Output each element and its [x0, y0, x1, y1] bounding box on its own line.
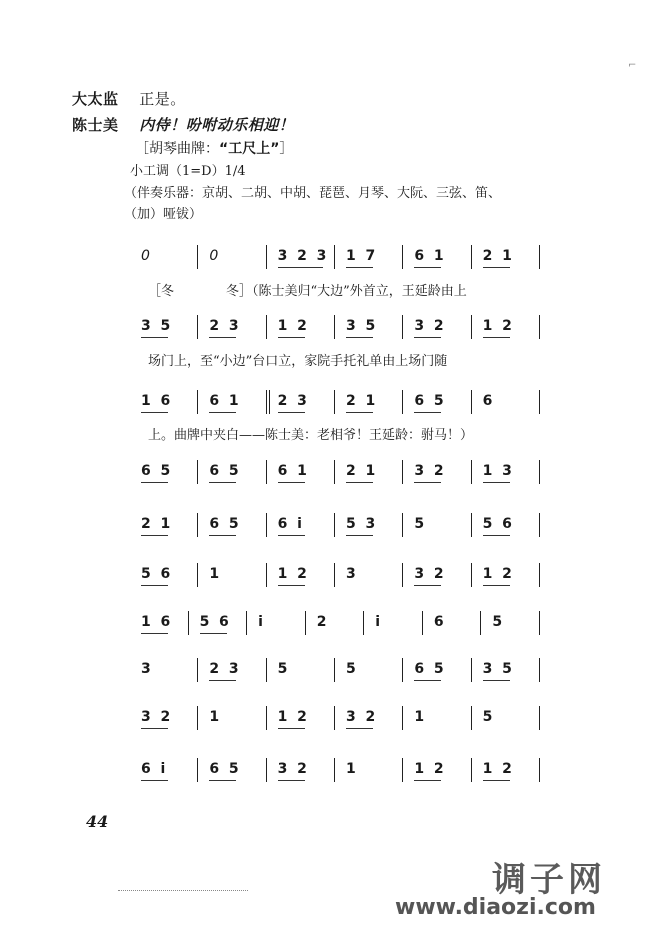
measure-notes: 5 — [414, 516, 425, 532]
measure-notes: 3 2 — [414, 566, 444, 582]
bar-line — [471, 658, 472, 682]
bar-line — [334, 758, 335, 782]
bar-line — [539, 315, 540, 339]
bar-line — [334, 460, 335, 484]
bar-line — [539, 245, 540, 269]
beam-underline — [278, 535, 305, 536]
bar-line — [305, 611, 306, 635]
measure-notes: 2 1 — [346, 393, 376, 409]
beam-underline — [483, 267, 510, 268]
bar-line — [197, 513, 198, 537]
measure-notes: 1 2 — [482, 318, 512, 334]
score-row — [135, 758, 545, 788]
stage-direction: 场门上，至“小边”台口立，家院手托礼单由上场门随 — [148, 354, 448, 369]
beam-underline — [141, 728, 168, 729]
measure-notes: 1 — [346, 761, 356, 777]
beam-underline — [209, 412, 236, 413]
measure-notes: 5 — [492, 614, 503, 630]
bar-line — [480, 611, 481, 635]
measure-notes: 3 2 — [414, 318, 444, 334]
measure-notes: 3 2 — [141, 709, 171, 725]
bar-line — [402, 706, 403, 730]
beam-underline — [209, 780, 236, 781]
speech-text: 正是。 — [139, 90, 186, 108]
beam-underline — [414, 337, 441, 338]
beam-underline — [483, 535, 510, 536]
beam-underline — [278, 412, 305, 413]
measure-notes: 3 2 3 — [277, 248, 327, 264]
beam-underline — [278, 267, 323, 268]
bar-line — [334, 563, 335, 587]
stage-direction: 上。曲牌中夹白——陈士美：老相爷！王延龄：驸马！） — [148, 428, 474, 443]
bar-line — [539, 513, 540, 537]
beam-underline — [141, 585, 168, 586]
beam-underline — [414, 780, 441, 781]
beam-underline — [483, 780, 510, 781]
measure-notes: 6 1 — [209, 393, 239, 409]
measure-notes: 5 — [346, 661, 356, 677]
measure-notes: 5 — [277, 661, 288, 677]
beam-underline — [483, 482, 510, 483]
scan-artifact — [118, 890, 248, 893]
tune-suffix: ］ — [279, 141, 294, 157]
bar-line — [539, 611, 540, 635]
bar-line — [266, 706, 267, 730]
measure-notes: 1 2 — [482, 566, 512, 582]
measure-notes: 5 6 — [199, 614, 229, 630]
bar-line — [334, 245, 335, 269]
beam-underline — [483, 680, 510, 681]
beam-underline — [414, 680, 441, 681]
measure-notes: 6 — [482, 393, 493, 409]
instruments-line: （加）哑钹） — [124, 207, 203, 222]
bar-line — [188, 611, 189, 635]
score-row — [135, 563, 545, 593]
watermark-url: www.diaozi.com — [395, 895, 596, 920]
dialogue-line — [72, 88, 186, 109]
bar-line — [266, 390, 267, 414]
measure-notes: 3 2 — [346, 709, 376, 725]
tune-name: “工尺上” — [219, 141, 280, 157]
bar-line — [363, 611, 364, 635]
measure-notes: 0 — [141, 248, 150, 264]
beam-underline — [346, 728, 373, 729]
bar-line — [266, 460, 267, 484]
measure-notes: 3 — [346, 566, 356, 582]
measure-notes: 6 i — [277, 516, 302, 532]
bar-line — [402, 758, 403, 782]
bar-line — [471, 315, 472, 339]
measure-notes: 1 2 — [277, 566, 307, 582]
bar-line — [471, 460, 472, 484]
measure-notes: 6 5 — [209, 463, 239, 479]
beam-underline — [414, 412, 441, 413]
bar-line — [539, 658, 540, 682]
beam-underline — [278, 482, 305, 483]
measure-notes: i — [258, 614, 263, 630]
key-signature: 小工调（1=D）1/4 — [130, 164, 246, 179]
bar-line — [402, 390, 403, 414]
measure-notes: 1 6 — [141, 393, 171, 409]
speech-text: 内侍！吩咐动乐相迎！ — [139, 116, 295, 134]
speaker-name: 大太监 — [72, 90, 119, 108]
beam-underline — [346, 535, 373, 536]
bar-line — [197, 706, 198, 730]
bar-line — [334, 706, 335, 730]
beam-underline — [483, 337, 510, 338]
bar-line — [471, 706, 472, 730]
measure-notes: 1 3 — [482, 463, 512, 479]
bar-line — [197, 758, 198, 782]
measure-notes: 6 5 — [414, 661, 444, 677]
beam-underline — [141, 535, 168, 536]
bar-line — [197, 390, 198, 414]
measure-notes: 2 3 — [209, 661, 239, 677]
instruments-line: （伴奏乐器：京胡、二胡、中胡、琵琶、月琴、大阮、三弦、笛、 — [124, 186, 502, 201]
measure-notes: 2 — [316, 614, 327, 630]
measure-notes: 5 3 — [346, 516, 376, 532]
beam-underline — [141, 337, 168, 338]
beam-underline — [346, 412, 373, 413]
bar-line — [471, 513, 472, 537]
measure-notes: 2 1 — [141, 516, 171, 532]
beam-underline — [278, 780, 305, 781]
measure-notes: 1 2 — [277, 709, 307, 725]
beam-underline — [278, 585, 305, 586]
beam-underline — [141, 482, 168, 483]
beam-underline — [209, 680, 236, 681]
measure-notes: 6 5 — [209, 761, 239, 777]
beam-underline — [346, 267, 373, 268]
measure-notes: 3 5 — [141, 318, 171, 334]
bar-line — [471, 758, 472, 782]
watermark-logo: 调子网 — [492, 860, 606, 900]
measure-notes: 6 5 — [141, 463, 171, 479]
measure-notes: 3 2 — [414, 463, 444, 479]
beam-underline — [346, 482, 373, 483]
beam-underline — [483, 585, 510, 586]
measure-notes: 1 — [209, 709, 220, 725]
beam-underline — [414, 482, 441, 483]
measure-notes: 5 6 — [482, 516, 512, 532]
tune-prefix: ［胡琴曲牌： — [135, 141, 219, 157]
bar-line — [197, 245, 198, 269]
measure-notes: 5 6 — [141, 566, 171, 582]
bar-line — [402, 658, 403, 682]
bar-line — [334, 658, 335, 682]
bar-line — [471, 563, 472, 587]
score-row — [135, 658, 545, 688]
bar-line — [266, 563, 267, 587]
measure-notes: 5 — [482, 709, 493, 725]
measure-notes: 1 — [414, 709, 425, 725]
measure-notes: 3 2 — [277, 761, 307, 777]
score-row — [135, 390, 545, 420]
measure-notes: 2 3 — [209, 318, 239, 334]
bar-line — [471, 390, 472, 414]
measure-notes: 1 2 — [482, 761, 512, 777]
beam-underline — [200, 633, 227, 634]
bar-line — [266, 513, 267, 537]
bar-line — [402, 315, 403, 339]
measure-notes: 3 5 — [482, 661, 512, 677]
bar-line — [471, 245, 472, 269]
bar-line — [266, 315, 267, 339]
measure-notes: 6 5 — [209, 516, 239, 532]
score-row — [135, 245, 545, 275]
dialogue-line — [72, 114, 294, 135]
bar-line — [197, 563, 198, 587]
measure-notes: 1 6 — [141, 614, 171, 630]
score-row — [135, 315, 545, 345]
stage-direction: ［冬 冬］（陈士美归“大边”外首立，王延龄由上 — [148, 284, 467, 299]
bar-line — [539, 390, 540, 414]
measure-notes: 6 1 — [414, 248, 444, 264]
score-row — [135, 513, 545, 543]
measure-notes: 2 1 — [346, 463, 376, 479]
bar-line — [539, 758, 540, 782]
scan-mark: ⌐ — [628, 60, 637, 71]
bar-line — [197, 315, 198, 339]
tune-title — [135, 138, 293, 158]
beam-underline — [414, 585, 441, 586]
beam-underline — [141, 780, 168, 781]
measure-notes: 2 3 — [277, 393, 307, 409]
measure-notes: 1 7 — [346, 248, 376, 264]
beam-underline — [141, 633, 168, 634]
bar-line — [334, 513, 335, 537]
beam-underline — [209, 482, 236, 483]
score-row — [135, 460, 545, 490]
measure-notes: 1 2 — [414, 761, 444, 777]
measure-notes: 3 5 — [346, 318, 376, 334]
bar-line — [402, 245, 403, 269]
beam-underline — [278, 728, 305, 729]
beam-underline — [278, 337, 305, 338]
beam-underline — [141, 412, 168, 413]
page-number: 44 — [86, 812, 109, 831]
measure-notes: 6 i — [141, 761, 166, 777]
measure-notes: 0 — [209, 248, 219, 264]
measure-notes: 6 — [433, 614, 444, 630]
bar-line — [197, 658, 198, 682]
bar-line — [266, 245, 267, 269]
bar-line — [402, 460, 403, 484]
bar-line — [266, 658, 267, 682]
bar-line — [539, 563, 540, 587]
beam-underline — [209, 337, 236, 338]
measure-notes: 1 — [209, 566, 220, 582]
measure-notes: 6 5 — [414, 393, 444, 409]
bar-line — [197, 460, 198, 484]
score-row — [135, 706, 545, 736]
bar-line — [266, 758, 267, 782]
beam-underline — [209, 535, 236, 536]
bar-line — [334, 390, 335, 414]
speaker-name: 陈士美 — [72, 116, 119, 134]
measure-notes: 1 2 — [277, 318, 307, 334]
bar-line — [539, 706, 540, 730]
bar-line — [402, 563, 403, 587]
bar-line — [539, 460, 540, 484]
measure-notes: 3 — [141, 661, 151, 677]
bar-line — [402, 513, 403, 537]
bar-line — [246, 611, 247, 635]
measure-notes: i — [375, 614, 381, 630]
score-row — [135, 611, 545, 641]
measure-notes: 6 1 — [277, 463, 307, 479]
measure-notes: 2 1 — [482, 248, 512, 264]
bar-line — [334, 315, 335, 339]
beam-underline — [414, 267, 441, 268]
beam-underline — [346, 337, 373, 338]
bar-line — [422, 611, 423, 635]
